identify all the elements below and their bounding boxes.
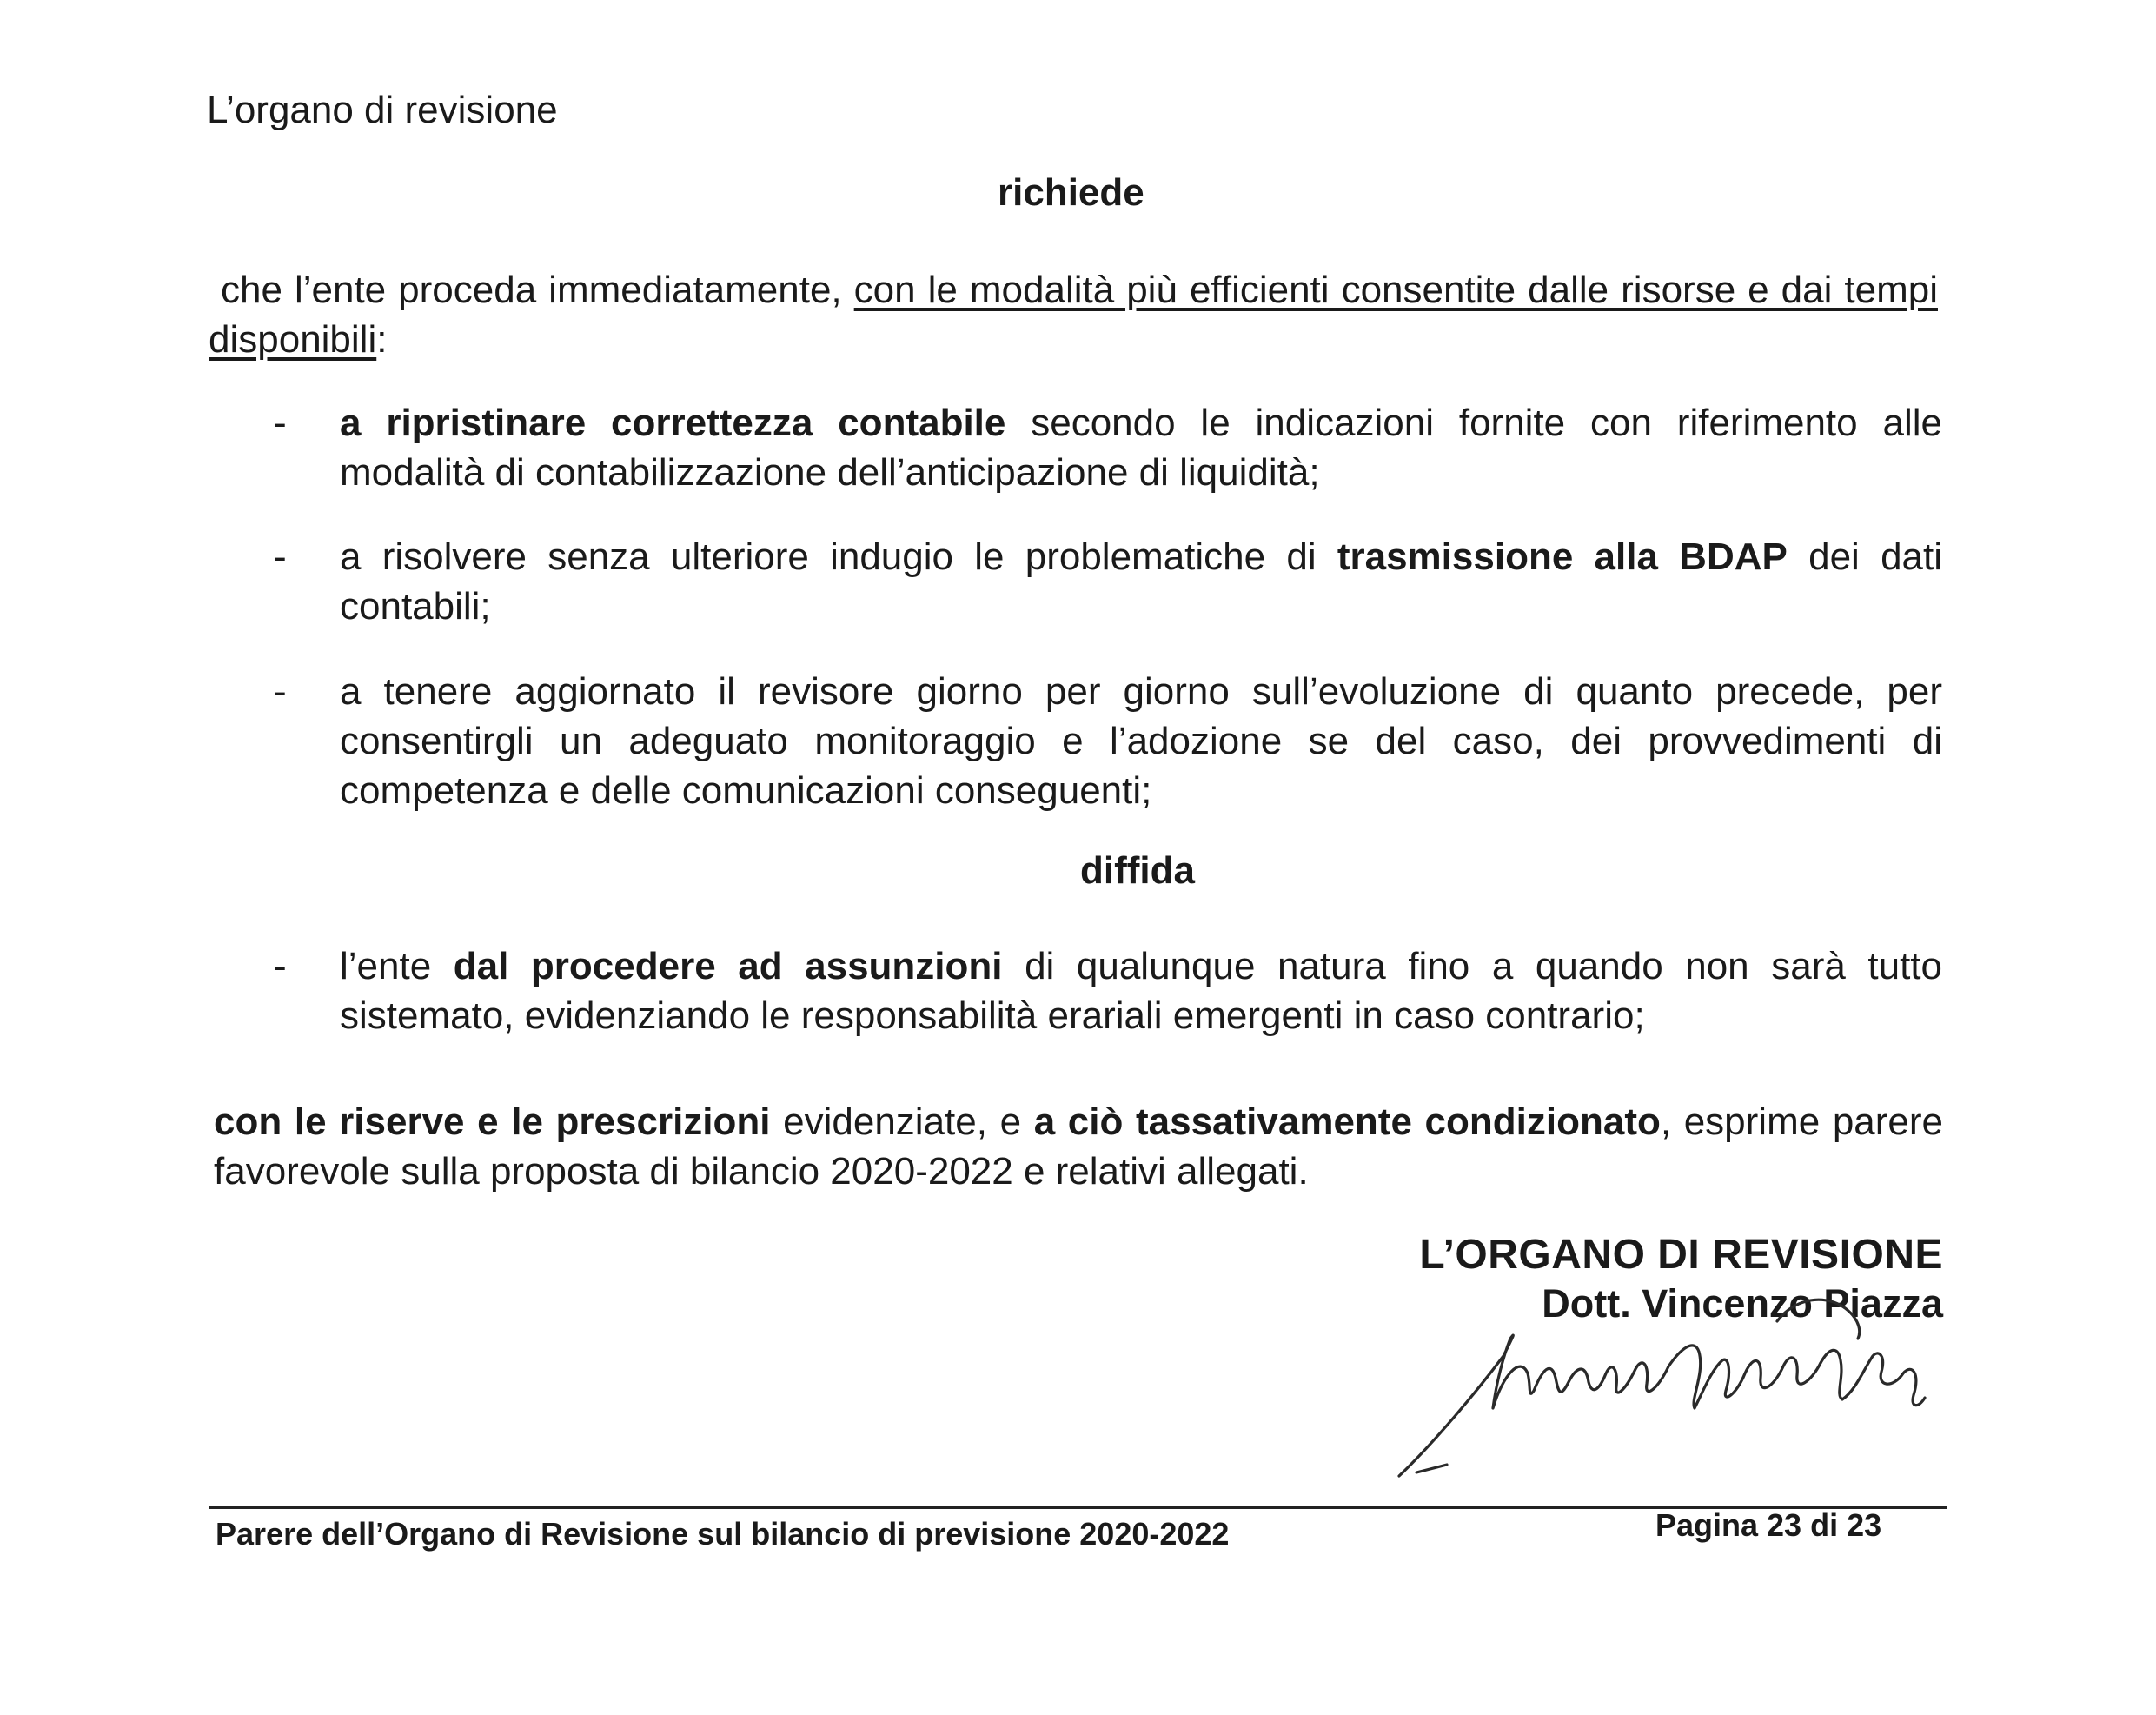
conclusion-paragraph xyxy=(214,1097,1943,1196)
list-item-rest: di qualunque natura fino a quando non sarà tutto sistemato, evidenziando le responsabilità erariali emergenti in caso contrario; xyxy=(340,945,1942,1037)
heading-diffida: diffida xyxy=(1080,849,1195,892)
list-item-rest: dei dati contabili; xyxy=(340,535,1943,628)
list-item-bold: dal procedere ad assunzioni xyxy=(453,945,1003,987)
list-item xyxy=(274,532,1942,631)
heading-richiede: richiede xyxy=(998,171,1144,214)
list-dash: - xyxy=(274,670,287,713)
conclusion-bold-1: con le riserve e le prescrizioni xyxy=(214,1100,771,1143)
signatory-title: L’ORGANO DI REVISIONE xyxy=(1419,1232,1943,1278)
signatory-name: Dott. Vincenzo Piazza xyxy=(1542,1281,1943,1326)
list-item-text xyxy=(340,532,1942,631)
list-dash: - xyxy=(274,945,287,987)
request-paragraph xyxy=(209,265,1938,364)
request-underlined: con le modalità più efficienti consentite dalle risorse e dai tempi disponibili xyxy=(209,269,1938,361)
list-item-pre: l’ente xyxy=(340,945,454,987)
list-item xyxy=(274,667,1942,815)
conclusion-mid: evidenziate, e xyxy=(770,1100,1034,1143)
list-dash: - xyxy=(274,402,287,444)
footer-page-number: Pagina 23 di 23 xyxy=(1655,1507,1882,1543)
request-lead: che l’ente proceda immediatamente, xyxy=(221,269,842,311)
list-item xyxy=(274,941,1942,1040)
conclusion-bold-2: a ciò tassativamente condizionato xyxy=(1033,1100,1661,1143)
list-item-text xyxy=(340,398,1942,497)
list-item-text: a tenere aggiornato il revisore giorno per giorno sull’evoluzione di quanto precede, per consentirgli un adeguato monitoraggio e l’adozione se del caso, dei provvedimenti di competenza e delle comunicazioni conseguenti; xyxy=(340,670,1942,812)
footer-document-title: Parere dell’Organo di Revisione sul bilancio di previsione 2020-2022 xyxy=(216,1516,1230,1552)
list-item-rest: secondo le indicazioni fornite con riferimento alle modalità di contabilizzazione dell’anticipazione di liquidità; xyxy=(340,402,1942,494)
list-item-bold: trasmissione alla BDAP xyxy=(1337,535,1788,578)
list-dash: - xyxy=(274,535,287,578)
request-end: : xyxy=(376,318,388,361)
list-item-bold: a ripristinare correttezza contabile xyxy=(340,402,1006,444)
intro-text: L’organo di revisione xyxy=(207,89,558,131)
conclusion-rest: , esprime parere favorevole sulla proposta di bilancio 2020-2022 e relativi allegati. xyxy=(214,1100,1944,1193)
handwritten-signature xyxy=(1382,1286,1947,1486)
list-item xyxy=(274,398,1942,497)
list-item-pre: a risolvere senza ulteriore indugio le problematiche di xyxy=(340,535,1337,578)
list-item-text xyxy=(340,941,1942,1040)
